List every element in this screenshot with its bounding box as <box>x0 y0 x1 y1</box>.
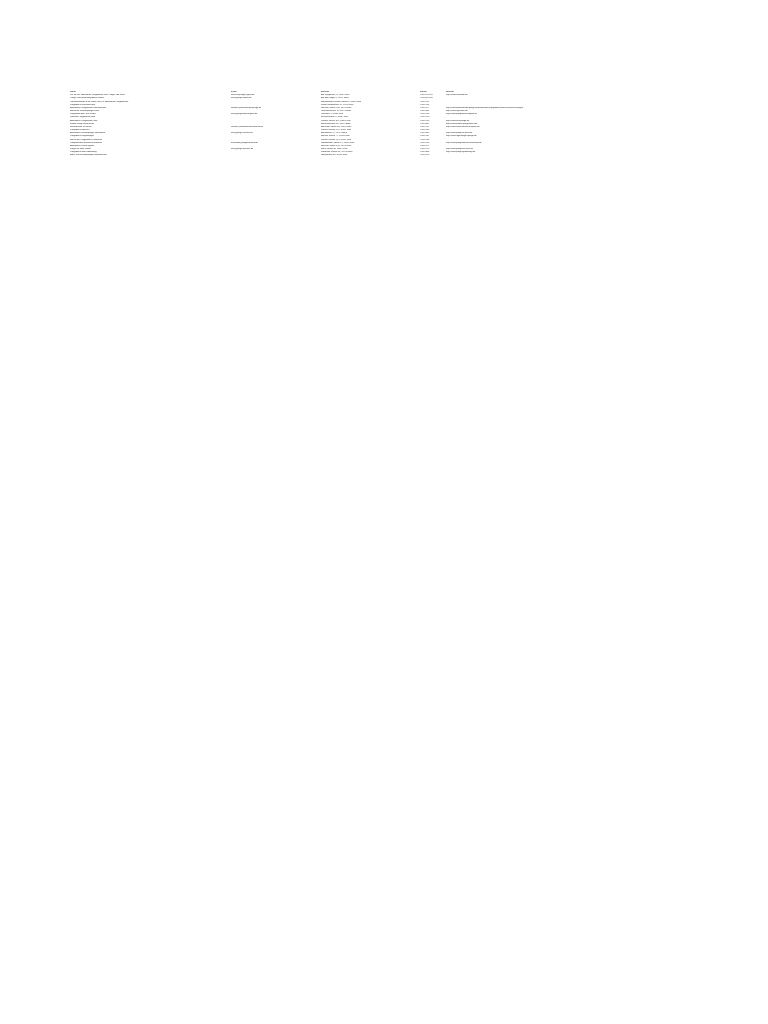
cell-email: info@pflege-mit-herz.de <box>231 148 254 151</box>
cell-website: http://www.seniorenhilfe-zuhause.de <box>446 125 480 128</box>
cell-name: Pflegeteam Am Park GmbH <box>70 113 96 116</box>
cell-phone: +4922131 <box>420 125 430 128</box>
cell-phone: +4922835 <box>420 132 430 135</box>
cell-name: Pflege mit Herz GmbH <box>70 148 91 151</box>
cell-address: Rheinuferstraße 10, 53179 Bonn <box>321 110 352 113</box>
cell-phone: +4922140 <box>420 129 430 132</box>
cell-name: Pflegedienst Herzlich <box>70 129 90 132</box>
cell-website: http://www.regenbogen-pflege.de <box>446 135 477 138</box>
cell-website: http://www.pflege-godesberg.de <box>446 151 476 154</box>
cell-address: Berliner Straße 77, 51063 Köln <box>321 135 350 138</box>
table-row <box>70 154 710 157</box>
cell-address: Kalker Hauptstraße 55, 51103 Köln <box>321 103 354 106</box>
cell-name: Häusliche Krankenpflege Rhein <box>70 110 100 113</box>
cell-name: Pflegezentrum Ehrenfeld ambulant <box>70 141 102 144</box>
cell-website: http://www.pflege-mit-herz.de <box>446 148 473 151</box>
cell-address: Dürener Straße 210, 50931 Köln <box>321 138 352 141</box>
cell-phone: +4922177 <box>420 106 430 109</box>
cell-website: http://www.pflegezentrum-ehrenfeld.de <box>446 141 482 144</box>
cell-address: Neusser Straße 420, 50733 Köln <box>321 144 352 147</box>
cell-phone: +4922836 <box>420 151 430 154</box>
cell-address: Bartholomäus-Schink-Straße 6, 50825 Köln <box>321 100 362 103</box>
cell-website: http://www.hkp-rhein.de <box>446 110 468 113</box>
header-phone: telefon <box>420 91 427 93</box>
cell-phone: +4922125 <box>420 148 430 151</box>
cell-phone: +4922812345 <box>420 97 433 100</box>
cell-phone: +4922845 <box>420 110 430 113</box>
cell-name: Diakonie Pflegedienst Mitte <box>70 116 96 119</box>
cell-email: info@pflege-st-anna.de <box>231 132 253 135</box>
cell-email: kontakt@lebensfreude-pflege.de <box>231 106 262 109</box>
cell-name: Ambulante Krankenpflege Sankt Anna <box>70 132 106 135</box>
cell-address: Hauptstraße 80, 50996 Köln <box>321 154 347 157</box>
cell-phone: +4922150 <box>420 141 430 144</box>
cell-phone: +4922171 <box>420 144 430 147</box>
cell-phone: +4922144 <box>420 138 430 141</box>
cell-name: Caritasverband für die Stadt Köln e.V. Ambulante Pflegedienste <box>70 100 129 103</box>
cell-address: Brückenstraße 5, 50667 Köln <box>321 116 348 119</box>
cell-name: Pflegedienst Bad Godesberg <box>70 151 97 154</box>
cell-phone: +4922156 <box>420 119 430 122</box>
cell-address: Am Klapperhof 23, 50670 Köln <box>321 94 350 97</box>
cell-name: Für Sie da: ambulanter Pflegedienst Ihrer Pflege- und Gesu <box>70 94 125 97</box>
cell-address: Subbelrather Straße 15, 50823 Köln <box>321 141 355 144</box>
cell-name: Ambulanter Dienst Nippes <box>70 144 95 147</box>
header-name: name <box>70 91 76 93</box>
cell-address: Dürener Straße 120, 50931 Köln <box>321 129 352 132</box>
cell-website: http://www.pflege-st-anna.de <box>446 132 473 135</box>
cell-address: Hermannstraße 40, 53225 Bonn <box>321 122 351 125</box>
cell-address: Auf dem Hügel 4, 53121 Bonn <box>321 97 349 100</box>
cell-phone: +4922847 <box>420 122 430 125</box>
header-website: website <box>446 91 454 93</box>
cell-phone: +4922134 <box>420 103 430 106</box>
cell-website: http://www.fuersieda.de <box>446 94 468 97</box>
cell-website: http://www.vital-pflege.de <box>446 119 470 122</box>
cell-email: service@seniorenhilfe-zuhause.de <box>231 125 263 128</box>
cell-email: ehrenfeld@pflegezentrum.de <box>231 141 258 144</box>
cell-name: Seniorenhilfe zu Hause <box>70 125 92 128</box>
cell-name: Häuslicher Pflegedienst Lindenthal <box>70 138 103 141</box>
cell-phone: +4922138 <box>420 113 430 116</box>
cell-address: Parkallee 3, 50968 Köln <box>321 113 344 116</box>
cell-email: info@pflegeteam-ampark.de <box>231 113 258 116</box>
table-body <box>70 94 710 157</box>
cell-address: Venloer Straße 301, 50823 Köln <box>321 119 351 122</box>
cell-address: Neusser Straße 200, 50733 Köln <box>321 106 352 109</box>
cell-website: http://www.lebensfreude-pflege.de/ambulanter-pflegedienst-koeln/unsere-leistungen <box>446 106 524 109</box>
cell-name: Pflegedienst Sonnenschein <box>70 103 96 106</box>
cell-email: fs-sie-da-pflege@gmx.de <box>231 94 255 97</box>
cell-phone: +4922195 <box>420 100 430 103</box>
cell-name: Mobile Pflege Bonn-Beuel <box>70 122 95 125</box>
header-address: address <box>321 91 330 93</box>
cell-address: Koblenzer Straße 60, 53173 Bonn <box>321 151 353 154</box>
cell-phone: +4922161 <box>420 135 430 138</box>
cell-address: Annastraße 12, 53173 Bonn <box>321 132 347 135</box>
cell-name: Pflege- und Betreuungsdienst Sonne <box>70 97 104 100</box>
cell-email: info@pflege-sonne.de <box>231 97 252 100</box>
cell-phone: +4922112345 <box>420 94 433 97</box>
cell-address: Aachener Straße 88, 50674 Köln <box>321 125 352 128</box>
cell-name: Pflegedienst Regenbogen <box>70 135 94 138</box>
cell-phone: +4922120 <box>420 116 430 119</box>
cell-website: http://www.mobile-pflege-beuel.de <box>446 122 478 125</box>
cell-phone: +4922139 <box>420 154 430 157</box>
header-email: email <box>231 91 237 93</box>
cell-address: Hohe Straße 30, 50667 Köln <box>321 148 348 151</box>
cell-name: Ambulanter Pflegedienst Lebensfreude <box>70 106 106 109</box>
cell-name: Ambulanter Pflegedienst Vital <box>70 119 98 122</box>
cell-name: Alten- und Krankenpflege Rodenkirchen <box>70 154 107 157</box>
cell-website: http://www.pflegeteam-ampark.de <box>446 113 477 116</box>
spreadsheet-table <box>70 91 710 158</box>
